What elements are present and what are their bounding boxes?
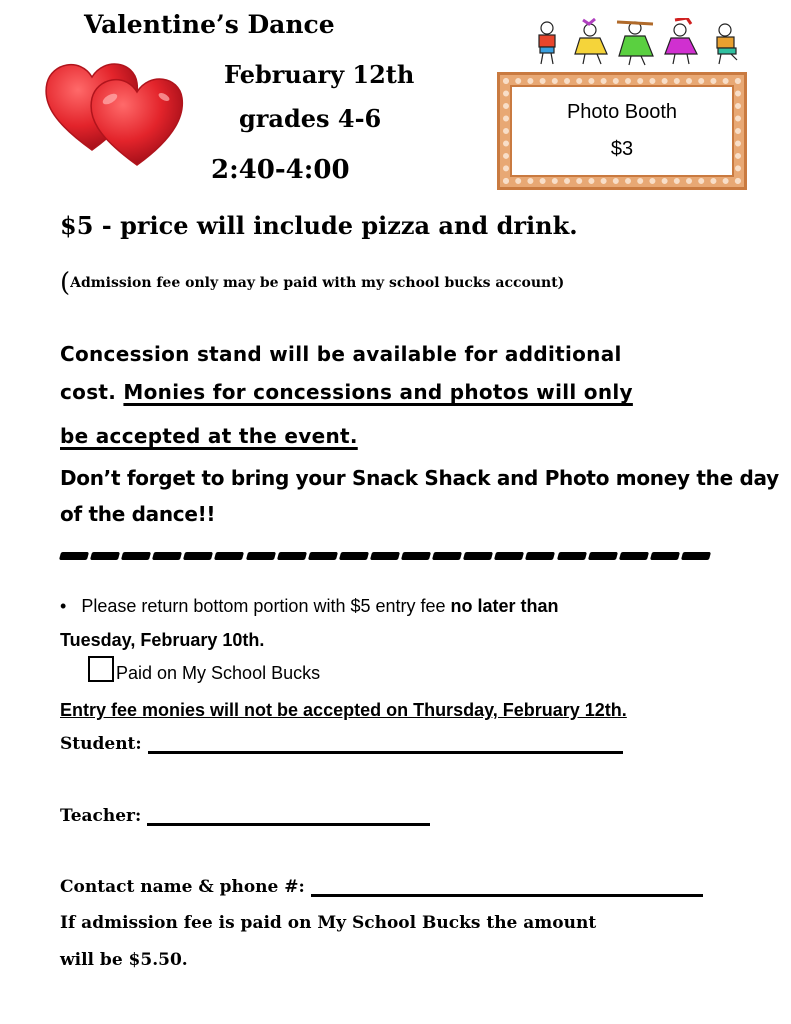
- concession-cost-text: cost.: [60, 380, 124, 404]
- photo-booth-price: $3: [610, 138, 634, 160]
- student-label: Student:: [60, 734, 142, 754]
- concession-line-1: Concession stand will be available for additional: [60, 342, 622, 366]
- admission-note: [60, 268, 564, 298]
- fee-note-line-2: will be $5.50.: [60, 950, 188, 970]
- cut-line-divider: [60, 552, 710, 560]
- contact-input-line[interactable]: [311, 880, 703, 897]
- event-time: 2:40-4:00: [211, 155, 350, 185]
- return-instruction-bold: no later than: [450, 596, 559, 616]
- hearts-icon: [42, 55, 192, 170]
- bullet: •: [60, 596, 67, 616]
- open-paren: (: [60, 268, 71, 298]
- reminder-line-1: Don’t forget to bring your Snack Shack and Photo money the day: [60, 466, 779, 490]
- return-instruction: [60, 596, 559, 617]
- admission-note-text: Admission fee only may be paid with my school bucks account): [70, 275, 565, 291]
- teacher-label: Teacher:: [60, 806, 142, 826]
- paid-on-school-bucks-option[interactable]: [88, 656, 320, 684]
- contact-label: Contact name & phone #:: [60, 877, 305, 897]
- student-field-row: [60, 734, 623, 754]
- concession-line-2: [60, 380, 633, 404]
- photo-booth-title: Photo Booth: [566, 101, 678, 123]
- paid-checkbox-label: Paid on My School Bucks: [116, 663, 321, 683]
- photo-booth-frame: [497, 72, 747, 190]
- reminder-line-2: of the dance!!: [60, 502, 216, 526]
- contact-field-row: [60, 877, 703, 897]
- flyer-title: Valentine’s Dance: [84, 10, 335, 39]
- dancing-kids-icon: [525, 18, 765, 68]
- teacher-field-row: [60, 806, 430, 826]
- teacher-input-line[interactable]: [147, 809, 430, 826]
- return-deadline: Tuesday, February 10th.: [60, 630, 265, 650]
- paid-checkbox[interactable]: [88, 656, 114, 682]
- event-grades: grades 4-6: [239, 104, 382, 133]
- fee-note-line-1: If admission fee is paid on My School Bucks the amount: [60, 913, 597, 933]
- photo-booth-card: [510, 85, 734, 177]
- return-instruction-text: Please return bottom portion with $5 entry fee: [81, 596, 451, 616]
- concession-line-3: be accepted at the event.: [60, 424, 358, 448]
- concession-monies-text: Monies for concessions and photos will only: [123, 380, 633, 404]
- entry-fee-warning: Entry fee monies will not be accepted on Thursday, February 12th.: [60, 700, 627, 720]
- student-input-line[interactable]: [148, 737, 623, 754]
- price-statement: $5 - price will include pizza and drink.: [60, 211, 578, 240]
- event-date: February 12th: [224, 60, 415, 89]
